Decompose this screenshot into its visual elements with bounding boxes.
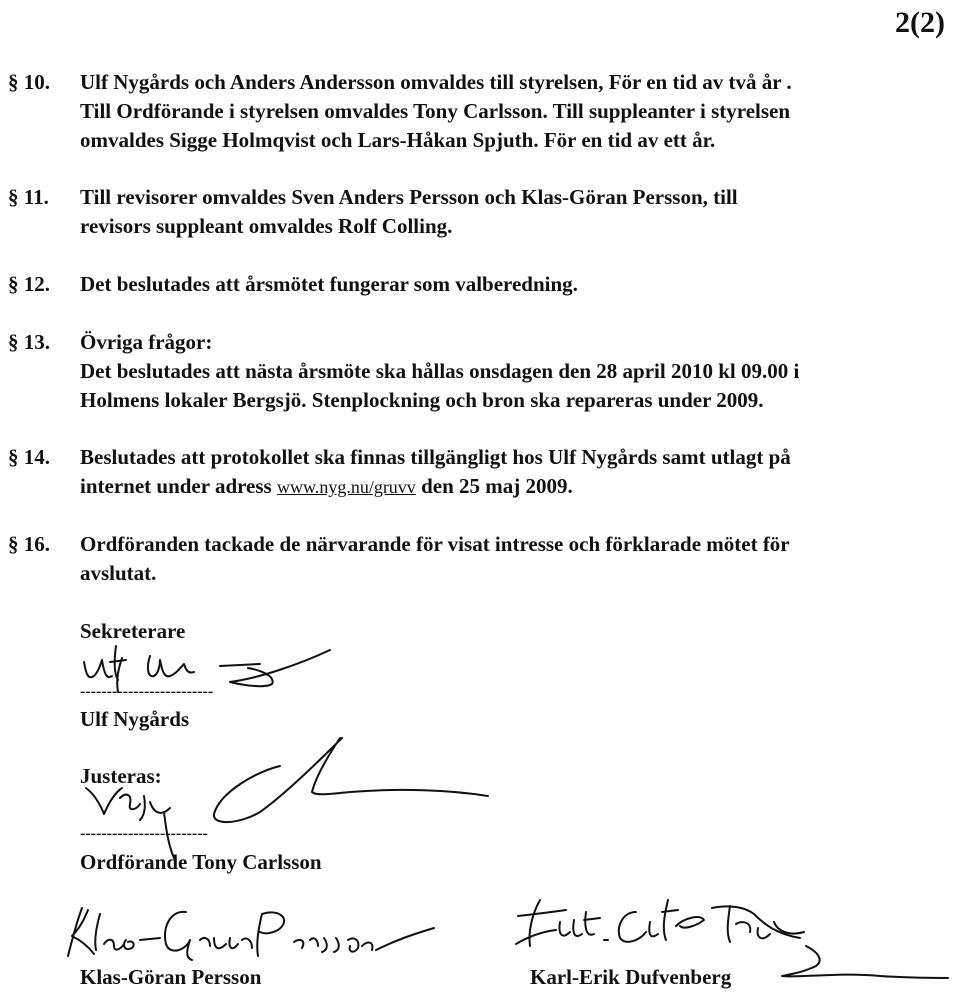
paragraph-text [80,443,938,502]
paragraph-text-before: Beslutades att protokollet ska finnas tillgängligt hos Ulf Nygårds samt utlagt på internet under adress [80,445,791,498]
paragraph-number: § 11. [8,185,49,209]
paragraph-14 [8,443,938,502]
paragraph-number: § 10. [8,70,50,94]
paragraph-text: Ulf Nygårds och Anders Andersson omvaldes till styrelsen, För en tid av två år . Till Ordförande i styrelsen omvaldes Tony Carlsson. Till suppleanter i styrelsen omvaldes Sigge Holmqvist och Lars-Håkan Spjuth. För en tid av ett år. [80,70,792,152]
secretary-role-label: Sekreterare [80,619,186,643]
paragraph-number: § 12. [8,272,50,296]
web-address-link[interactable]: www.nyg.nu/gruvv [276,477,416,497]
right-handwritten-signature [500,892,950,992]
paragraph-number: § 13. [8,330,50,354]
adjusters-label: Justeras: [80,764,162,788]
secretary-handwritten-signature [80,640,340,700]
paragraph-number: § 16. [8,532,50,556]
paragraph-text: Ordföranden tackade de närvarande för visat intresse och förklarade mötet för avslutat. [80,532,790,585]
paragraph-text-after: den 25 maj 2009. [415,474,573,498]
chair-name: Ordförande Tony Carlsson [80,850,322,874]
left-signatory-name: Klas-Göran Persson [80,965,262,989]
paragraph-number: § 14. [8,445,50,469]
paragraph-10 [8,68,938,155]
paragraph-text: Det beslutades att årsmötet fungerar som valberedning. [80,272,578,296]
page-number: 2(2) [895,6,945,39]
paragraph-text: Övriga frågor: Det beslutades att nästa årsmöte ska hållas onsdagen den 28 april 2010 kl 09.00 i Holmens lokaler Bergsjö. Stenplockning och bron ska repareras under 2009. [80,330,800,412]
right-signatory-name: Karl-Erik Dufvenberg [530,965,732,989]
paragraph-16 [8,530,938,588]
paragraph-text: Till revisorer omvaldes Sven Anders Persson och Klas-Göran Persson, till revisors suppleant omvaldes Rolf Colling. [80,185,738,238]
paragraph-13 [8,328,938,415]
secretary-name: Ulf Nygårds [80,707,190,731]
signature-line: ------------------------- [80,683,214,700]
left-handwritten-signature [66,900,446,964]
paragraph-11 [8,183,938,241]
paragraph-12 [8,270,938,299]
signature-line: ------------------------ [80,825,208,842]
chair-handwritten-signature [80,732,500,862]
